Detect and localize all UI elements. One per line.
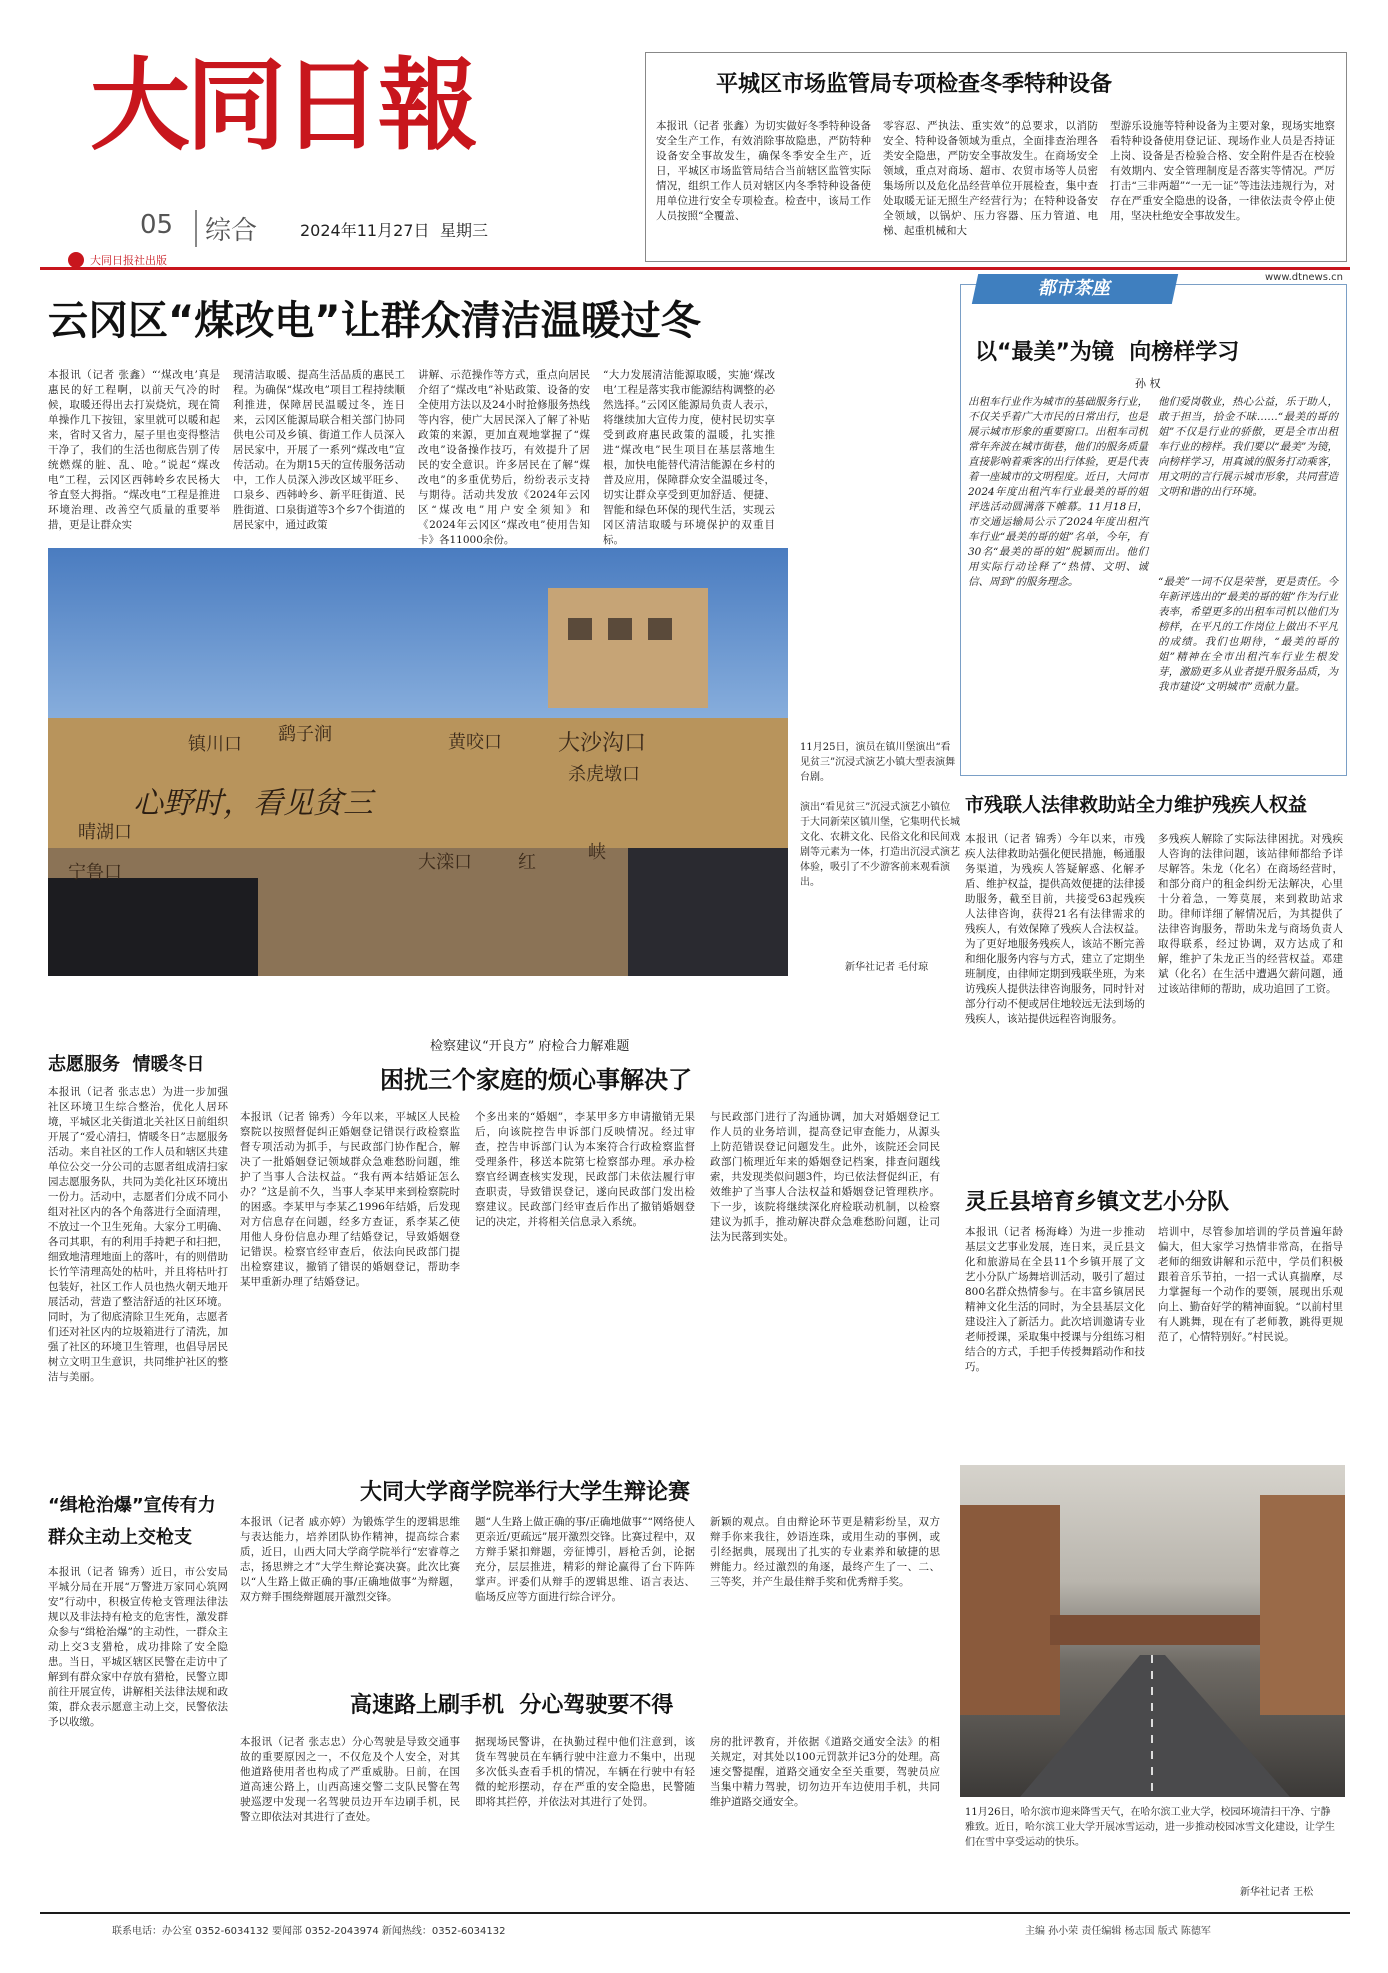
sidebar-col-2: 他们爱岗敬业，热心公益，乐于助人，敢于担当，拾金不昧……“最美的哥的姐”不仅是行业的骄傲，更是全市出租车行业的榜样。我们要以“最美”为镜，向榜样学习，用真诚的服务打动乘客，用文明的言行展示城市形象，共同营造文明和谐的出行环境。 [1158, 396, 1338, 498]
top-story-col-3: 型游乐设施等特种设备为主要对象，现场实地察看特种设备使用登记证、现场作业人员是否持证上岗、设备是否检验合格、安全附件是否在校验有效期内、安全管理制度是否落实等情况。严厉打击“三非两超”“一无一证”等违法违规行为，对存在严重安全隐患的设备，一律依法责令停止使用，坚决杜绝安全事故发生。 [1110, 120, 1335, 222]
sidebar-col-3: “最美”一词不仅是荣誉，更是责任。今年新评选出的“最美的哥的姐”作为行业表率，希望更多的出租车司机以他们为榜样，在平凡的工作岗位上做出不平凡的成绩。我们也期待，“最美的哥的姐”精神在全市出租汽车行业生根发芽，激励更多从业者提升服务品质，为我市建设“文明城市”贡献力量。 [1158, 576, 1338, 693]
debate-col-3: 新颖的观点。自由辩论环节更是精彩纷呈，双方辩手你来我往，妙语连珠，或用生动的事例，或引经据典，展现出了扎实的专业素养和敏捷的思辨能力。经过激烈的角逐，最终产生了一、二、三等奖，并产生最佳辩手奖和优秀辩手奖。 [710, 1516, 940, 1588]
issue-date: 2024年11月27日 [300, 221, 430, 240]
place-name-5: 杀虎墩口 [568, 764, 640, 785]
lead-col-3: 讲解、示范操作等方式，重点向居民介绍了“煤改电”补贴政策、设备的安全使用方法以及24小时抢修服务热线等内容，使广大居民深入了解了补贴政策的来源，更加直观地掌握了“煤改电”设备操作技巧，有效提升了居民的安全意识。许多居民在了解“煤改电”的多重优势后，纷纷表示支持与期待。活动共发放《2024年云冈区“煤改电”用户安全须知》和《2024年云冈区“煤改电”使用告知卡》各11000余份。 [418, 369, 590, 546]
prosecutor-kicker: 检察建议“开良方” 府检合力解难题 [430, 1039, 630, 1054]
legal-aid-col-2: 多残疾人解除了实际法律困扰。对残疾人咨询的法律问题，该站律师都给予详尽解答。朱龙（化名）在商场经营时，和部分商户的租金纠纷无法解决，心里十分着急，一筹莫展，来到救助站求助。律师详细了解情况后，为其提供了法律咨询服务，帮助朱龙与商场负责人取得联系，经过协调，双方达成了和解，维护了朱龙正当的经营权益。邓建斌（化名）在生活中遭遇欠薪问题，通过该站律师的帮助，成功追回了工资。 [1158, 833, 1343, 995]
footer-rule [40, 1912, 1350, 1914]
legal-aid-headline: 市残联人法律救助站全力维护残疾人权益 [965, 794, 1308, 816]
publisher-line: 大同日报社出版 [90, 254, 167, 267]
debate-col-1: 本报讯（记者 戚亦婷）为锻炼学生的逻辑思维与表达能力，培养团队协作精神，提高综合素质，近日，山西大同大学商学院举行“宏睿尊之志，扬思辨之才”大学生辩论赛决赛。此次比赛以“人生路上做正确的事/正确地做事”为辩题，双方辩手围绕辩题展开激烈交锋。 [240, 1516, 460, 1603]
top-story-headline: 平城区市场监管局专项检查冬季特种设备 [716, 72, 1113, 97]
place-name-8: 大滦口 [418, 852, 472, 873]
lead-col-4: “大力发展清洁能源取暖，实施‘煤改电’工程是落实我市能源结构调整的必然选择。”云冈区能源局负责人表示，将继续加大宣传力度，使村民切实享受到政府惠民政策的温暖，扎实推进“煤改电”民生项目在基层落地生根，加快电能替代清洁能源在乡村的普及应用，保障群众安全温暖过冬，切实让群众享受到更加舒适、便捷、智能和绿色环保的现代生活，实现云冈区清洁取暖与环境保护的双重目标。 [603, 369, 775, 546]
issue-weekday: 星期三 [440, 221, 489, 240]
place-name-9: 红 [518, 852, 536, 873]
phone-col-1: 本报讯（记者 张志忠）分心驾驶是导致交通事故的重要原因之一，不仅危及个人安全，对其他道路使用者也构成了严重威胁。日前，在国道高速公路上，山西高速交警二支队民警在驾驶巡逻中发现一名驾驶员边开车边刷手机，民警立即依法对其进行了查处。 [240, 1736, 460, 1823]
lead-col-1: 本报讯（记者 张鑫）“‘煤改电’真是惠民的好工程啊，以前天气冷的时候，取暖还得出去打炭烧炕，现在简单操作几下按钮，家里就可以暖和起来，省时又省力，屋子里也变得整洁干净了，我们的生活也彻底告别了传统燃煤的脏、乱、呛。”说起“煤改电”工程，云冈区西韩岭乡农民杨大爷直竖大拇指。“煤改电”工程是推进环境治理、改善空气质量的重要举措，更是让群众实 [48, 369, 220, 531]
section-name: 综合 [195, 210, 257, 247]
stage-sign: 心野时，看见贫三 [133, 786, 373, 821]
top-story-col-1: 本报讯（记者 张鑫）为切实做好冬季特种设备安全生产工作，有效消除事故隐患，严防特种设备安全事故发生，确保冬季安全生产，近日，平城区市场监管局结合当前辖区监管实际情况，组织工作人员对辖区内冬季特种设备使用单位进行安全专项检查。检查中，该局工作人员按照“全覆盖、 [656, 120, 871, 222]
place-name-10: 峡 [588, 842, 606, 863]
sidebar-author: 孙 权 [1135, 377, 1161, 390]
gun-body: 本报讯（记者 锦秀）近日，市公安局平城分局在开展“万警进万家同心筑网安”行动中，积极宣传枪支管理法律法规以及非法持有枪支的危害性，激发群众参与“缉枪治爆”的主动性，一群众主动上交3支猎枪，成功排除了安全隐患。当日，平城区辖区民警在走访中了解到有群众家中存放有猎枪，民警立即前往开展宣传，讲解相关法律法规和政策，群众表示愿意主动上交，民警依法予以收缴。 [48, 1566, 228, 1728]
prosecutor-col-2: 个多出来的“婚姻”，李某甲多方申请撤销无果后，向该院控告申诉部门反映情况。经过审查，控告申诉部门认为本案符合行政检察监督受理条件，移送本院第七检察部办理。承办检察官经调查核实发现，民政部门未依法履行审查职责，导致错误登记，遂向民政部门发出检察建议。民政部门经审查后作出了撤销婚姻登记的决定，并将相关信息录入系统。 [475, 1111, 695, 1228]
footer-phones: 联系电话：办公室 0352-6034132 要闻部 0352-2043974 新闻热线：0352-6034132 [112, 1926, 506, 1937]
phone-headline: 高速路上刷手机 分心驾驶要不得 [350, 1693, 674, 1718]
phone-col-3: 房的批评教育，并依据《道路交通安全法》的相关规定，对其处以100元罚款并记3分的处理。高速交警提醒，道路交通安全至关重要，驾驶员应当集中精力驾驶，切勿边开车边使用手机，共同维护道路交通安全。 [710, 1736, 940, 1808]
campus-photo-credit: 新华社记者 王松 [1240, 1887, 1314, 1898]
place-name-2: 鹞子涧 [278, 724, 332, 745]
culture-col-1: 本报讯（记者 杨海峰）为进一步推动基层文艺事业发展，连日来，灵丘县文化和旅游局在全县11个乡镇开展了文艺小分队广场舞培训活动，吸引了超过800名群众热情参与。在丰富乡镇居民精神文化生活的同时，为全县基层文化建设注入了新活力。此次培训邀请专业老师授课，采取集中授课与分组练习相结合的方式，手把手传授舞蹈动作和技巧。 [965, 1226, 1145, 1373]
main-photo-credit: 新华社记者 毛付琼 [845, 962, 929, 973]
footer-staff: 主编 孙小荣 责任编辑 杨志国 版式 陈德军 [1025, 1926, 1211, 1937]
culture-col-2: 培训中，尽管参加培训的学员普遍年龄偏大，但大家学习热情非常高，在指导老师的细致讲解和示范中，学员们积极跟着音乐节拍，一招一式认真揣摩，尽力掌握每一个动作的要领，展现出乐观向上、勤奋好学的精神面貌。“以前村里有人跳舞，现在有了老师教，跳得更规范了，心情特别好。”村民说。 [1158, 1226, 1343, 1343]
main-photo-scene [48, 548, 788, 976]
newspaper-logo: 大同日報 [90, 46, 474, 164]
top-story-col-2: 零容忍、严执法、重实效”的总要求，以消防安全、特种设备领域为重点，全面排查治理各类安全隐患，严防安全事故发生。在商场安全领域，重点对商场、超市、农贸市场等人员密集场所以及危化品经营单位开展检查，集中查处取暖无证无照生产经营行为；在特种设备安全领域，以锅炉、压力容器、压力管道、电梯、起重机械和大 [883, 120, 1098, 237]
place-name-3: 黄咬口 [448, 732, 502, 753]
prosecutor-col-1: 本报讯（记者 锦秀）今年以来，平城区人民检察院以按照督促纠正婚姻登记错误行政检察监督专项活动为抓手，与民政部门协作配合，解决了一批婚姻登记领域群众急难愁盼问题，维护了当事人合法权益。“我有两本结婚证怎么办？”这是前不久，当事人李某甲来到检察院时的困惑。李某甲与李某乙1996年结婚，后发现对方信息存在问题，经多方查证，系李某乙使用他人身份信息办理了结婚登记，导致婚姻登记错误。检察官经审查后，依法向民政部门提出检察建议，撤销了错误的婚姻登记，帮助李某甲重新办理了结婚登记。 [240, 1111, 460, 1288]
sidebar-headline: 以“最美”为镜 向榜样学习 [975, 340, 1240, 365]
culture-headline: 灵丘县培育乡镇文艺小分队 [965, 1190, 1230, 1215]
page-number: 05 [140, 210, 174, 240]
main-photo-caption-1: 11月25日，演员在镇川堡演出“看见贫三”沉浸式演艺小镇大型表演舞台剧。 [800, 742, 956, 783]
phone-col-2: 据现场民警讲，在执勤过程中他们注意到，该货车驾驶员在车辆行驶中注意力不集中，出现多次低头查看手机的情况，车辆在行驶中有轻微的蛇形摆动，存在严重的安全隐患，民警随即将其拦停，并依法对其进行了处罚。 [475, 1736, 695, 1808]
place-name-4: 大沙沟口 [558, 731, 647, 756]
campus-photo-caption: 11月26日，哈尔滨市迎来降雪天气，在哈尔滨工业大学，校园环境清扫干净、宁静雅致。近日，哈尔滨工业大学开展冰雪运动，进一步推动校园冰雪文化建设，让学生们在雪中享受运动的快乐。 [965, 1807, 1335, 1848]
legal-aid-col-1: 本报讯（记者 锦秀）今年以来，市残疾人法律救助站强化便民措施，畅通服务渠道，为残疾人答疑解惑、化解矛盾、维护权益，提供高效便捷的法律援助服务，截至目前，共接受63起残疾人法律咨询，获得21名有法律需求的残疾人，有效保障了残疾人合法权益。为了更好地服务残疾人，该站不断完善和细化服务内容与方式，建立了定期坐班制度，由律师定期到残联坐班，为来访残疾人提供法律咨询服务，同时针对部分行动不便或居住地较远无法到场的残疾人，该站提供远程咨询服务。 [965, 833, 1145, 1025]
top-story [645, 52, 1347, 262]
lead-headline: 云冈区“煤改电”让群众清洁温暖过冬 [48, 298, 701, 344]
publisher-logo-icon [68, 252, 84, 268]
debate-headline: 大同大学商学院举行大学生辩论赛 [360, 1480, 691, 1505]
gun-headline: “缉枪治爆”宣传有力 群众主动上交枪支 [48, 1495, 216, 1548]
prosecutor-col-3: 与民政部门进行了沟通协调，加大对婚姻登记工作人员的业务培训，提高登记审查能力，从源头上防范错误登记问题发生。此外，该院还会同民政部门梳理近年来的婚姻登记档案，排查问题线索，共发现类似问题3件，均已依法督促纠正，有效维护了当事人合法权益和婚姻登记管理秩序。下一步，该院将继续深化府检联动机制，以检察建议为抓手，推动解决群众急难愁盼问题，让司法为民落到实处。 [710, 1111, 940, 1243]
prosecutor-headline: 困扰三个家庭的烦心事解决了 [380, 1066, 692, 1094]
column-tag: 都市茶座 [972, 274, 1178, 304]
masthead-rule [40, 267, 1350, 270]
website[interactable]: www.dtnews.cn [1265, 272, 1343, 283]
main-photo [48, 548, 788, 976]
main-photo-caption-2: 演出“看见贫三”沉浸式演艺小镇位于大同新荣区镇川堡，它集明代长城文化、农耕文化、民俗文化和民间戏剧等元素为一体，打造出沉浸式演艺体验，吸引了不少游客前来观看演出。 [800, 802, 960, 888]
sidebar-col-1: 出租车行业作为城市的基础服务行业，不仅关乎着广大市民的日常出行，也是展示城市形象的重要窗口。出租车司机常年奔波在城市街巷，他们的服务质量直接影响着乘客的出行体验，更是代表着一座城市的文明程度。近日，大同市2024年度出租汽车行业最美的哥的姐评选活动圆满落下帷幕。11月18日，市交通运输局公示了2024年度出租汽车行业“最美的哥的姐”名单，今年，有30名“最美的哥的姐”脱颖而出。他们用实际行动诠释了“热情、文明、诚信、周到”的服务理念。 [968, 396, 1148, 588]
volunteer-headline: 志愿服务 情暖冬日 [48, 1054, 205, 1075]
campus-photo [960, 1465, 1345, 1797]
place-name-7: 宁鲁口 [68, 862, 122, 883]
masthead [40, 30, 630, 320]
campus-photo-scene [960, 1465, 1345, 1797]
place-name-6: 晴湖口 [78, 822, 132, 843]
volunteer-body: 本报讯（记者 张志忠）为进一步加强社区环境卫生综合整治，优化人居环境，平城区北关街道北关社区日前组织开展了“爱心清扫，情暖冬日”志愿服务活动。来自社区的工作人员和辖区共建单位公交一分公司的志愿者组成清扫家园志愿服务队，共同为美化社区环境出一份力。活动中，志愿者们分成不同小组对社区内的各个角落进行全面清理，不放过一个卫生死角。大家分工明确、各司其职，有的利用手持耙子和扫把，细致地清理地面上的落叶，有的则借助长竹竿清理高处的枯叶，并且将枯叶打包装好，社区工作人员也热火朝天地开展活动，营造了整洁舒适的社区环境。同时，为了彻底清除卫生死角，志愿者们还对社区内的垃圾箱进行了清洗，加强了社区的环境卫生管理，也倡导居民树立文明卫生意识，共同维护社区的整洁与美丽。 [48, 1086, 228, 1383]
lead-col-2: 现清洁取暖、提高生活品质的惠民工程。为确保“煤改电”项目工程持续顺利推进，保障居民温暖过冬，连日来，云冈区能源局联合相关部门协同供电公司及乡镇、街道工作人员深入居民家中，开展了一系列“煤改电”宣传活动。在为期15天的宣传服务活动中，工作人员深入涉改区域平旺乡、口泉乡、西韩岭乡、新平旺街道、民胜街道、口泉街道等3个乡7个街道的居民家中，通过政策 [233, 369, 405, 531]
place-name-1: 镇川口 [188, 734, 242, 755]
debate-col-2: 题“人生路上做正确的事/正确地做事”“网络使人更亲近/更疏远”展开激烈交锋。比赛过程中，双方辩手紧扣辩题，旁征博引，唇枪舌剑，论据充分，层层推进，精彩的辩论赢得了台下阵阵掌声。评委们从辩手的逻辑思维、语言表达、临场反应等方面进行综合评分。 [475, 1516, 695, 1603]
